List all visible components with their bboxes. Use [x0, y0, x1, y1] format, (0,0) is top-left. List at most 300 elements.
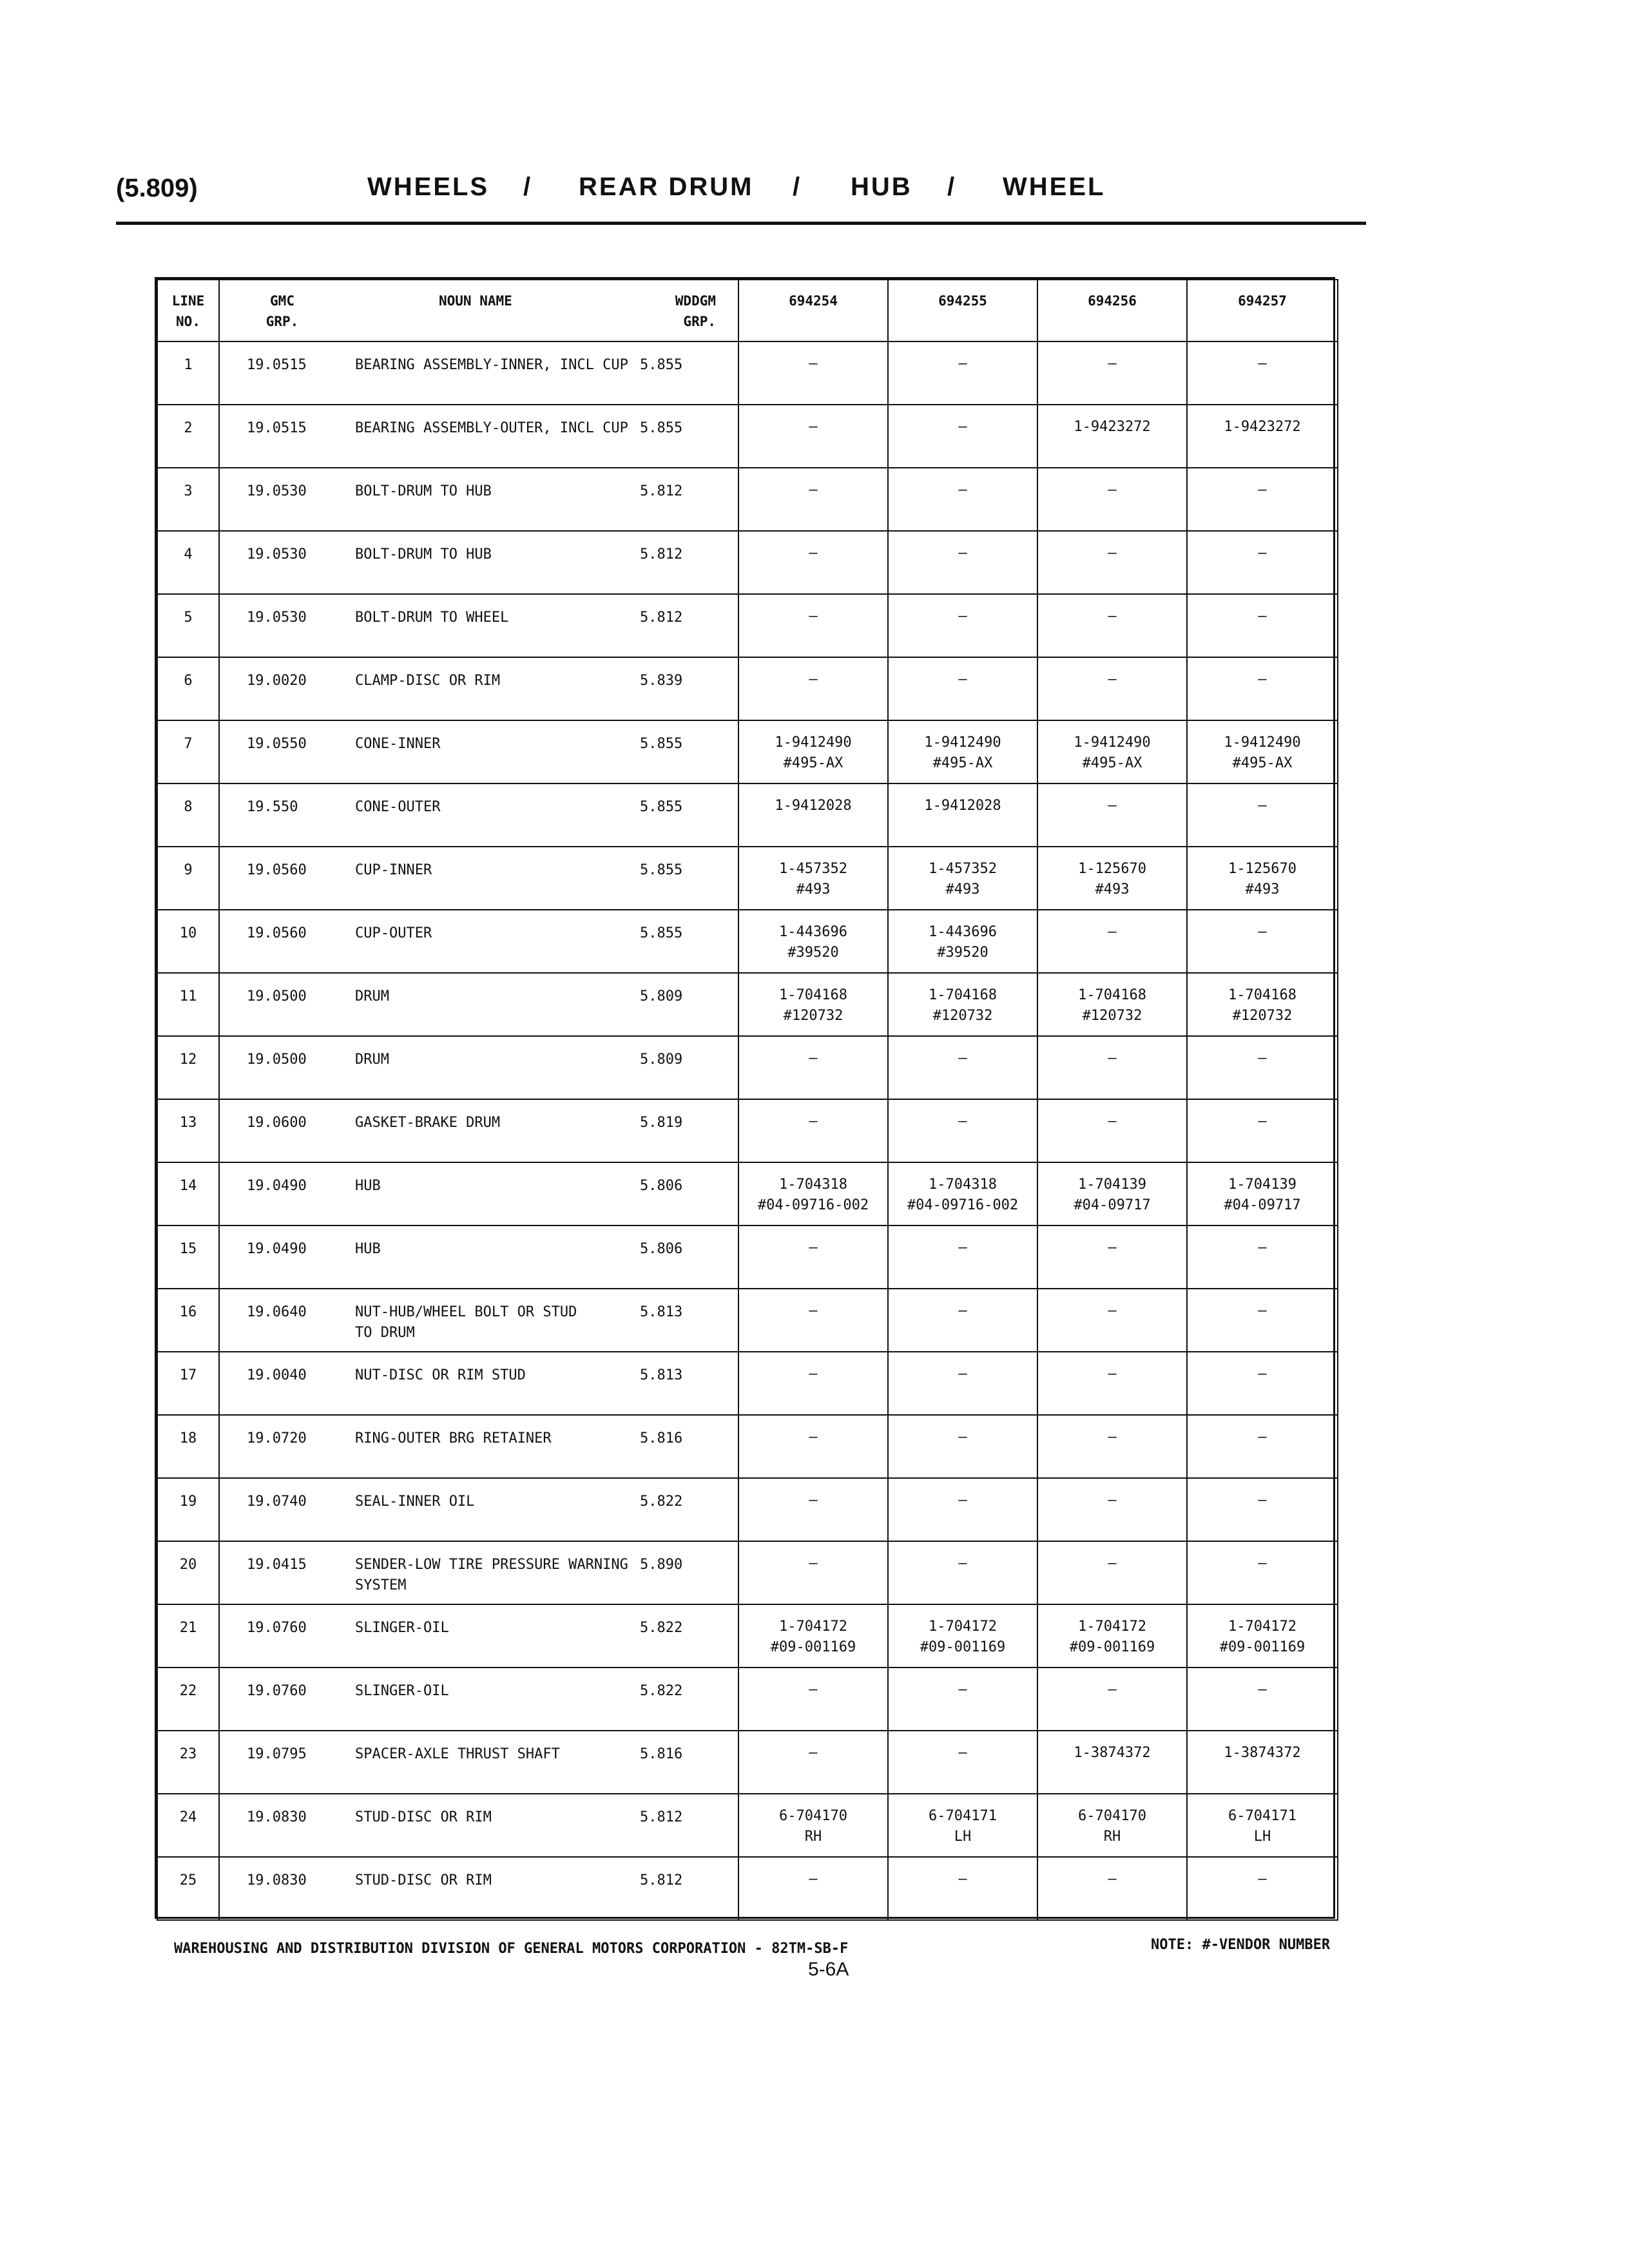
- gmc-group: 19.0560: [247, 925, 307, 941]
- vendor-number: #495-AX: [932, 755, 993, 771]
- header-gmc-group: [247, 291, 318, 332]
- part-number: —: [958, 1871, 967, 1887]
- part-number-cell-694255: [888, 910, 1037, 973]
- part-number-cell-694254: [738, 720, 888, 783]
- table-row: [157, 468, 1338, 531]
- header-line-no-label: NO.: [176, 314, 200, 329]
- gmc-group: 19.0515: [247, 420, 307, 436]
- part-number: —: [809, 1871, 818, 1887]
- noun-name: DRUM: [355, 1052, 389, 1068]
- part-description: [219, 910, 738, 973]
- part-number: —: [958, 1303, 967, 1319]
- part-number-cell-694256: [1037, 531, 1187, 594]
- line-number: 13: [157, 1099, 219, 1162]
- part-number: —: [1108, 1871, 1117, 1887]
- header-model-1: 694254: [738, 280, 888, 341]
- part-number: —: [1258, 1240, 1267, 1256]
- part-number-cell-694254: [738, 1225, 888, 1289]
- line-number: 7: [157, 720, 219, 783]
- part-number: 1-9412490: [775, 735, 852, 751]
- part-number: —: [958, 1492, 967, 1508]
- gmc-group: 19.550: [247, 799, 298, 815]
- part-description: [219, 783, 738, 847]
- part-number-cell-694256: [1037, 1478, 1187, 1541]
- part-number: 6-704170: [1078, 1808, 1146, 1824]
- table-row: [157, 1794, 1338, 1857]
- part-number: —: [1108, 1050, 1117, 1066]
- part-number: 1-443696: [929, 924, 997, 940]
- title-hub: HUB: [851, 173, 912, 201]
- table-row: [157, 1541, 1338, 1604]
- vendor-number: #495-AX: [1232, 755, 1293, 771]
- part-number: 1-704139: [1078, 1177, 1146, 1193]
- wddgm-group: 5.812: [640, 1809, 683, 1825]
- table-row: [157, 594, 1338, 657]
- part-number-cell-694255: [888, 341, 1037, 405]
- part-number: —: [1108, 608, 1117, 624]
- vendor-number: #493: [945, 881, 980, 898]
- part-number: —: [958, 608, 967, 624]
- part-number-cell-694257: [1187, 405, 1338, 468]
- noun-name: CONE-OUTER: [355, 799, 441, 815]
- part-number-cell-694257: [1187, 1857, 1338, 1920]
- part-number-cell-694254: [738, 594, 888, 657]
- part-number: —: [958, 671, 967, 687]
- title-wheel: WHEEL: [1003, 173, 1106, 201]
- footer-note: NOTE: #-VENDOR NUMBER: [1151, 1937, 1331, 1953]
- line-number: 14: [157, 1162, 219, 1225]
- part-number-cell-694255: [888, 1731, 1037, 1794]
- part-number: —: [1108, 1366, 1117, 1382]
- part-description: [219, 1352, 738, 1415]
- vendor-number: #120732: [1232, 1008, 1293, 1024]
- part-number-cell-694257: [1187, 1162, 1338, 1225]
- part-number-cell-694254: [738, 1478, 888, 1541]
- part-number-cell-694257: [1187, 1794, 1338, 1857]
- part-number: 1-9412028: [775, 798, 852, 814]
- line-number: 10: [157, 910, 219, 973]
- header-gmc-label: GMC: [270, 293, 294, 309]
- vendor-number: #09-001169: [1219, 1639, 1306, 1655]
- part-number: 1-704318: [779, 1177, 847, 1193]
- part-number-cell-694257: [1187, 1352, 1338, 1415]
- part-number-cell-694257: [1187, 1731, 1338, 1794]
- header-noun-name: NOUN NAME: [439, 293, 512, 309]
- vendor-number: #09-001169: [770, 1639, 856, 1655]
- header-wddgm-grp-label: GRP.: [683, 314, 716, 329]
- noun-name: BEARING ASSEMBLY-INNER, INCL CUP: [355, 357, 628, 373]
- part-number-cell-694257: [1187, 1415, 1338, 1478]
- part-number-cell-694254: [738, 468, 888, 531]
- line-number: 1: [157, 341, 219, 405]
- title-wheels: WHEELS: [367, 173, 490, 201]
- wddgm-group: 5.855: [640, 799, 683, 815]
- part-number-cell-694256: [1037, 1415, 1187, 1478]
- page-number: 5-6A: [808, 1959, 849, 1980]
- part-description: [219, 1099, 738, 1162]
- table-row: [157, 1036, 1338, 1099]
- part-number-cell-694257: [1187, 910, 1338, 973]
- part-number-cell-694254: [738, 1794, 888, 1857]
- part-description: [219, 1289, 738, 1352]
- part-description: [219, 468, 738, 531]
- gmc-group: 19.0560: [247, 862, 307, 878]
- part-number: 6-704170: [779, 1808, 847, 1824]
- gmc-group: 19.0530: [247, 483, 307, 499]
- part-number: —: [1258, 482, 1267, 498]
- part-number: 1-9412490: [1224, 735, 1301, 751]
- part-number-cell-694255: [888, 1225, 1037, 1289]
- line-number: 3: [157, 468, 219, 531]
- wddgm-group: 5.806: [640, 1178, 683, 1194]
- part-number: —: [958, 1555, 967, 1571]
- table-row: [157, 1289, 1338, 1352]
- part-number-cell-694256: [1037, 1352, 1187, 1415]
- wddgm-group: 5.855: [640, 862, 683, 878]
- part-number-cell-694255: [888, 531, 1037, 594]
- vendor-number: #04-09716-002: [907, 1197, 1019, 1213]
- part-description: [219, 1478, 738, 1541]
- part-number-cell-694256: [1037, 1604, 1187, 1667]
- part-number: —: [1258, 1303, 1267, 1319]
- part-number: —: [958, 1050, 967, 1066]
- line-number: 9: [157, 847, 219, 910]
- part-number: —: [1258, 608, 1267, 624]
- part-number-cell-694254: [738, 1289, 888, 1352]
- header-gmc-grp-label: GRP.: [265, 314, 299, 329]
- part-number: —: [958, 1745, 967, 1761]
- part-number-cell-694254: [738, 341, 888, 405]
- gmc-group: 19.0415: [247, 1557, 307, 1573]
- part-description: [219, 1415, 738, 1478]
- line-number: 6: [157, 657, 219, 720]
- part-number-cell-694256: [1037, 1162, 1187, 1225]
- part-number: —: [958, 356, 967, 372]
- part-number-cell-694257: [1187, 1604, 1338, 1667]
- wddgm-group: 5.806: [640, 1241, 683, 1257]
- part-number: —: [1108, 1303, 1117, 1319]
- table-row: [157, 973, 1338, 1036]
- part-number-cell-694255: [888, 720, 1037, 783]
- wddgm-group: 5.809: [640, 988, 683, 1004]
- vendor-number: #04-09716-002: [757, 1197, 869, 1213]
- part-number-cell-694254: [738, 1857, 888, 1920]
- part-number-cell-694254: [738, 1099, 888, 1162]
- part-number: —: [1108, 1240, 1117, 1256]
- part-number-cell-694254: [738, 405, 888, 468]
- part-number-cell-694257: [1187, 1036, 1338, 1099]
- part-number-cell-694254: [738, 1162, 888, 1225]
- gmc-group: 19.0795: [247, 1746, 307, 1762]
- part-number-cell-694255: [888, 1604, 1037, 1667]
- part-number-cell-694254: [738, 1604, 888, 1667]
- part-number: —: [958, 1113, 967, 1129]
- noun-name: RING-OUTER BRG RETAINER: [355, 1430, 552, 1446]
- part-number: 1-704172: [1078, 1619, 1146, 1635]
- part-number: —: [809, 1682, 818, 1698]
- table-body: [157, 341, 1338, 1920]
- table-row: [157, 1731, 1338, 1794]
- part-description: [219, 1036, 738, 1099]
- title-separator: /: [947, 173, 957, 201]
- noun-name: CUP-INNER: [355, 862, 432, 878]
- part-number-cell-694256: [1037, 1667, 1187, 1731]
- part-number-cell-694254: [738, 1667, 888, 1731]
- table-row: [157, 1667, 1338, 1731]
- part-number: —: [1108, 1429, 1117, 1445]
- line-number: 23: [157, 1731, 219, 1794]
- part-number: —: [809, 419, 818, 435]
- table-row: [157, 1225, 1338, 1289]
- part-number: —: [809, 1745, 818, 1761]
- wddgm-group: 5.813: [640, 1367, 683, 1383]
- noun-name: BOLT-DRUM TO HUB: [355, 546, 492, 562]
- part-number: —: [809, 1492, 818, 1508]
- part-number: —: [809, 608, 818, 624]
- vendor-number: #120732: [1082, 1008, 1142, 1024]
- part-description: [219, 1162, 738, 1225]
- line-number: 22: [157, 1667, 219, 1731]
- part-number: 1-3874372: [1224, 1745, 1301, 1761]
- table-row: [157, 720, 1338, 783]
- noun-name: GASKET-BRAKE DRUM: [355, 1115, 501, 1131]
- part-number: —: [809, 1303, 818, 1319]
- part-number: 1-9412028: [924, 798, 1001, 814]
- wddgm-group: 5.819: [640, 1115, 683, 1131]
- table-row: [157, 531, 1338, 594]
- part-number-cell-694255: [888, 1667, 1037, 1731]
- part-number: —: [1258, 356, 1267, 372]
- noun-name: DRUM: [355, 988, 389, 1004]
- part-number: 1-443696: [779, 924, 847, 940]
- part-number: 1-704172: [929, 1619, 997, 1635]
- wddgm-group: 5.855: [640, 736, 683, 752]
- part-description: [219, 1541, 738, 1604]
- part-number: 1-125670: [1078, 861, 1146, 877]
- part-description: [219, 1604, 738, 1667]
- gmc-group: 19.0760: [247, 1620, 307, 1636]
- part-number: 1-3874372: [1074, 1745, 1151, 1761]
- gmc-group: 19.0040: [247, 1367, 307, 1383]
- part-number-cell-694257: [1187, 1099, 1338, 1162]
- line-number: 17: [157, 1352, 219, 1415]
- part-number: —: [1258, 1429, 1267, 1445]
- noun-name: BEARING ASSEMBLY-OUTER, INCL CUP: [355, 420, 628, 436]
- part-number-cell-694257: [1187, 1478, 1338, 1541]
- vendor-number: #04-09717: [1224, 1197, 1301, 1213]
- part-description: [219, 594, 738, 657]
- part-number: 1-457352: [779, 861, 847, 877]
- noun-name: CONE-INNER: [355, 736, 441, 752]
- gmc-group: 19.0830: [247, 1872, 307, 1888]
- wddgm-group: 5.855: [640, 357, 683, 373]
- wddgm-group: 5.822: [640, 1494, 683, 1510]
- part-number-cell-694255: [888, 1289, 1037, 1352]
- vendor-number: #120732: [932, 1008, 993, 1024]
- part-number-cell-694257: [1187, 1289, 1338, 1352]
- part-description: [219, 1794, 738, 1857]
- part-number: —: [1258, 671, 1267, 687]
- part-number: —: [1108, 798, 1117, 814]
- vendor-number: #04-09717: [1074, 1197, 1151, 1213]
- line-number: 20: [157, 1541, 219, 1604]
- part-number: 1-9423272: [1224, 419, 1301, 435]
- section-number: (5.809): [116, 174, 198, 202]
- table-row: [157, 783, 1338, 847]
- part-description: [219, 720, 738, 783]
- vendor-number: #493: [796, 881, 831, 898]
- part-number-cell-694255: [888, 1415, 1037, 1478]
- part-number-cell-694255: [888, 1162, 1037, 1225]
- wddgm-group: 5.809: [640, 1052, 683, 1068]
- part-number-cell-694254: [738, 1352, 888, 1415]
- noun-name: SLINGER-OIL: [355, 1620, 449, 1636]
- part-number: —: [1108, 1555, 1117, 1571]
- table-row: [157, 1478, 1338, 1541]
- part-number: —: [1258, 1492, 1267, 1508]
- part-description: [219, 405, 738, 468]
- part-number-cell-694255: [888, 1099, 1037, 1162]
- noun-name: NUT-HUB/WHEEL BOLT OR STUD TO DRUM: [355, 1304, 577, 1341]
- table-header-row: [157, 280, 1338, 341]
- part-number: 1-704139: [1228, 1177, 1296, 1193]
- table-row: [157, 847, 1338, 910]
- line-number: 11: [157, 973, 219, 1036]
- header-wddgm-group: [645, 291, 716, 332]
- part-number-cell-694256: [1037, 1857, 1187, 1920]
- part-number: 1-704168: [779, 987, 847, 1003]
- part-number: —: [958, 482, 967, 498]
- gmc-group: 19.0530: [247, 546, 307, 562]
- part-number: —: [809, 1050, 818, 1066]
- part-number-cell-694256: [1037, 783, 1187, 847]
- part-number-cell-694255: [888, 1541, 1037, 1604]
- header-description: [219, 280, 738, 341]
- table-row: [157, 1162, 1338, 1225]
- part-number: —: [958, 1682, 967, 1698]
- part-number-cell-694257: [1187, 783, 1338, 847]
- gmc-group: 19.0515: [247, 357, 307, 373]
- header-model-3: 694256: [1037, 280, 1187, 341]
- part-number: 1-457352: [929, 861, 997, 877]
- gmc-group: 19.0500: [247, 988, 307, 1004]
- part-number-cell-694257: [1187, 594, 1338, 657]
- part-number: —: [1108, 545, 1117, 561]
- part-number-cell-694256: [1037, 341, 1187, 405]
- part-number-cell-694256: [1037, 973, 1187, 1036]
- line-number: 25: [157, 1857, 219, 1920]
- header-line-no: [157, 280, 219, 341]
- part-description: [219, 1225, 738, 1289]
- vendor-number: LH: [954, 1829, 972, 1845]
- table-row: [157, 341, 1338, 405]
- part-number: —: [1108, 1682, 1117, 1698]
- part-number: —: [809, 482, 818, 498]
- gmc-group: 19.0490: [247, 1178, 307, 1194]
- line-number: 21: [157, 1604, 219, 1667]
- part-number: —: [958, 419, 967, 435]
- wddgm-group: 5.813: [640, 1304, 683, 1320]
- vendor-number: #495-AX: [783, 755, 843, 771]
- wddgm-group: 5.812: [640, 483, 683, 499]
- line-number: 2: [157, 405, 219, 468]
- part-number-cell-694256: [1037, 720, 1187, 783]
- part-number: —: [1258, 1050, 1267, 1066]
- part-number-cell-694256: [1037, 847, 1187, 910]
- part-number: —: [809, 1429, 818, 1445]
- part-number-cell-694257: [1187, 720, 1338, 783]
- part-number: —: [809, 356, 818, 372]
- title-separator: /: [523, 173, 533, 201]
- part-number: 1-704168: [1078, 987, 1146, 1003]
- header-wddgm-label: WDDGM: [675, 293, 716, 309]
- gmc-group: 19.0490: [247, 1241, 307, 1257]
- part-number: —: [1108, 482, 1117, 498]
- footer-division: WAREHOUSING AND DISTRIBUTION DIVISION OF GENERAL MOTORS CORPORATION - 82TM-SB-F: [174, 1941, 849, 1957]
- part-number-cell-694256: [1037, 1099, 1187, 1162]
- noun-name: CLAMP-DISC OR RIM: [355, 673, 501, 689]
- part-description: [219, 973, 738, 1036]
- part-number-cell-694257: [1187, 973, 1338, 1036]
- part-number-cell-694254: [738, 531, 888, 594]
- part-number-cell-694254: [738, 973, 888, 1036]
- part-number: —: [809, 1366, 818, 1382]
- part-number-cell-694257: [1187, 657, 1338, 720]
- vendor-number: #120732: [783, 1008, 843, 1024]
- part-number-cell-694255: [888, 657, 1037, 720]
- part-number: 6-704171: [1228, 1808, 1296, 1824]
- vendor-number: #39520: [937, 945, 988, 961]
- part-number-cell-694257: [1187, 847, 1338, 910]
- part-number-cell-694257: [1187, 1225, 1338, 1289]
- part-description: [219, 531, 738, 594]
- part-number: 1-9412490: [1074, 735, 1151, 751]
- part-number-cell-694255: [888, 847, 1037, 910]
- part-number-cell-694255: [888, 1478, 1037, 1541]
- part-number: —: [958, 545, 967, 561]
- line-number: 12: [157, 1036, 219, 1099]
- gmc-group: 19.0530: [247, 610, 307, 626]
- gmc-group: 19.0720: [247, 1430, 307, 1446]
- table-row: [157, 1415, 1338, 1478]
- vendor-number: #39520: [787, 945, 839, 961]
- noun-name: HUB: [355, 1178, 381, 1194]
- part-description: [219, 1667, 738, 1731]
- part-number-cell-694254: [738, 1541, 888, 1604]
- line-number: 19: [157, 1478, 219, 1541]
- part-number-cell-694255: [888, 405, 1037, 468]
- line-number: 8: [157, 783, 219, 847]
- part-number-cell-694256: [1037, 468, 1187, 531]
- parts-table-frame: [155, 277, 1335, 1919]
- part-number: —: [1258, 1113, 1267, 1129]
- vendor-number: #09-001169: [1069, 1639, 1155, 1655]
- noun-name: NUT-DISC OR RIM STUD: [355, 1367, 526, 1383]
- noun-name: SLINGER-OIL: [355, 1683, 449, 1699]
- part-number-cell-694254: [738, 847, 888, 910]
- part-number-cell-694257: [1187, 1667, 1338, 1731]
- wddgm-group: 5.855: [640, 925, 683, 941]
- part-number: —: [1258, 924, 1267, 940]
- vendor-number: #493: [1095, 881, 1130, 898]
- table-row: [157, 1857, 1338, 1920]
- vendor-number: #09-001169: [920, 1639, 1006, 1655]
- noun-name: BOLT-DRUM TO HUB: [355, 483, 492, 499]
- part-number-cell-694257: [1187, 468, 1338, 531]
- gmc-group: 19.0500: [247, 1052, 307, 1068]
- part-number-cell-694254: [738, 910, 888, 973]
- part-number: 6-704171: [929, 1808, 997, 1824]
